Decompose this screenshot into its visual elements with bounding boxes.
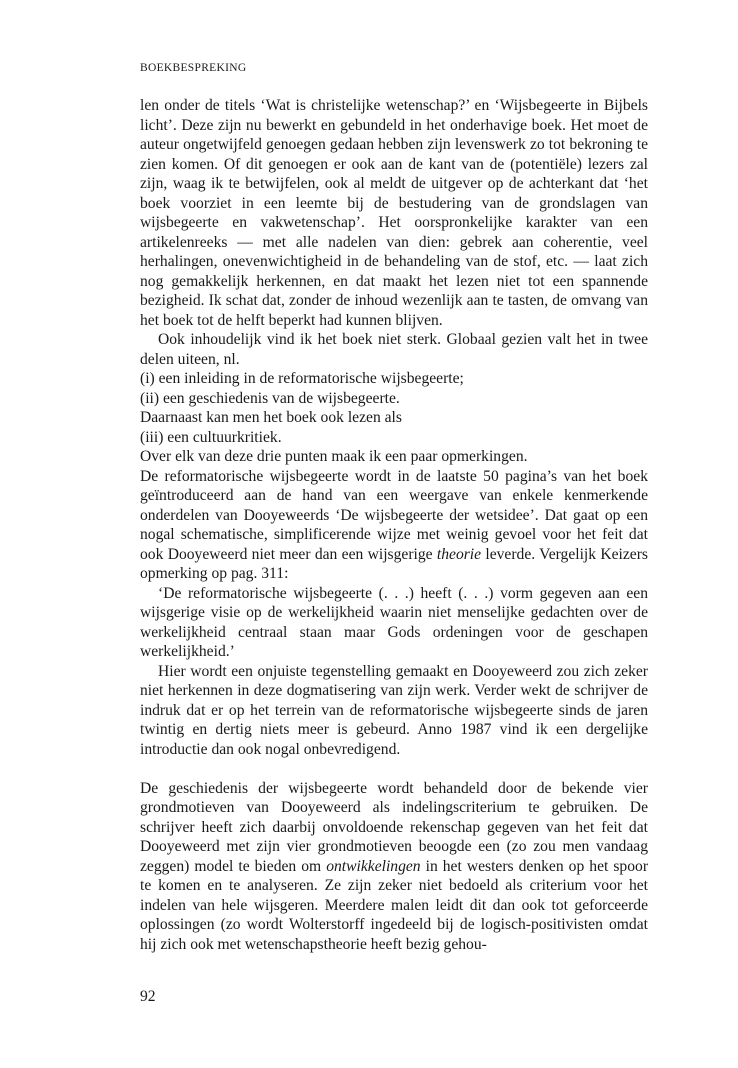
paragraph-5-emphasis: ontwikkelingen: [326, 857, 421, 875]
paragraph-1: len onder de titels ‘Wat is christelijke wetenschap?’ en ‘Wijsbegeerte in Bijbels licht’. Deze zijn nu bewerkt en gebundeld in het onderhavige boek. Het moet de auteur ongetwijfeld genoegen gedaan hebben zijn levenswerk zo tot bekroning te zien komen. Of dit genoegen er ook aan de kant van de (potentiële) lezers zal zijn, waag ik te betwijfelen, ook al meldt de uitgever op de achterkant dat ‘het boek voorziet in een leemte bij de bestudering van de grondslagen van wijsbegeerte en vakwetenschap’. Het oorspronkelijke karakter van een artikelenreeks — met alle nadelen van dien: gebrek aan coherentie, veel herhalingen, onevenwichtigheid in de behandeling van de stof, etc. — laat zich nog gemakkelijk herkennen, en dat maakt het lezen niet tot een spannende bezigheid. Ik schat dat, zonder de inhoud wezenlijk aan te tasten, de omvang van het boek tot de helft beperkt had kunnen blijven.: [140, 97, 648, 329]
paragraph-3-text-a: De reformatorische wijsbegeerte wordt in de laatste 50 pagina’s van het boek geïntroduceerd aan de hand van een weergave van enkele kenmerkende onderdelen van Dooyeweerds ‘De wijsbegeerte der wetsidee’. Dat gaat op een nogal schematische, simplificerende wijze met weinig gevoel voor het feit dat ook Dooyeweerd niet meer dan een wijsgerige: [140, 467, 648, 563]
list-item-i: (i) een inleiding in de reformatorische wijsbegeerte;: [140, 370, 464, 387]
article-body: [140, 96, 648, 954]
list-item-ii: (ii) een geschiedenis van de wijsbegeerte.: [140, 389, 400, 407]
block-quote: ‘De reformatorische wijsbegeerte (. . .) heeft (. . .) vorm gegeven aan een wijsgerige visie op de werkelijkheid waarin niet menselijke gedachten over de werkelijkheid centraal staan maar Gods ordeningen voor de geschapen werkelijkheid.’: [140, 584, 648, 660]
list-closing-line: Over elk van deze drie punten maak ik een paar opmerkingen.: [140, 448, 528, 465]
paragraph-4: Hier wordt een onjuiste tegenstelling gemaakt en Dooyeweerd zou zich zeker niet herkennen in deze dogmatisering van zijn werk. Verder wekt de schrijver de indruk dat er op het terrein van de reformatorische wijsbegeerte sinds de jaren twintig en dertig niets meer is gebeurd. Anno 1987 vind ik een dergelijke introductie dan ook nogal onbevredigend.: [140, 662, 648, 758]
paragraph-5-text-a: De geschiedenis der wijsbegeerte wordt behandeld door de bekende vier grondmotieven van Dooyeweerd als indelingscriterium te gebruiken. De schrijver heeft zich daarbij onvoldoende rekenschap gegeven van het feit dat Dooyeweerd met zijn vier grondmotieven beoogde een (zo zou men vandaag zeggen) model te bieden om: [140, 779, 648, 875]
running-head: BOEKBESPREKING: [140, 62, 247, 74]
paragraph-2: Ook inhoudelijk vind ik het boek niet sterk. Globaal gezien valt het in twee delen uiteen, nl.: [140, 331, 648, 368]
paragraph-3-emphasis: theorie: [436, 545, 482, 563]
list-intro-line: Daarnaast kan men het boek ook lezen als: [140, 409, 402, 426]
paragraph-3-text-b: leverde. Vergelijk Keizers opmerking op pag. 311:: [140, 545, 648, 582]
page-number: 92: [140, 988, 156, 1005]
list-item-iii: (iii) een cultuurkritiek.: [140, 428, 282, 446]
paragraph-3: [140, 467, 648, 584]
paragraph-5-text-b: in het westers denken op het spoor te komen en te analyseren. Ze zijn zeker niet bedoeld als criterium voor het indelen van hele wijsgeren. Meerdere malen leidt dit dan ook tot geforceerde oplossingen (zo wordt Wolterstorff ingedeeld bij de logisch-positivisten omdat hij zich ook met wetenschapstheorie heeft bezig gehou-: [140, 857, 649, 953]
section-gap: [140, 759, 648, 779]
paragraph-5: [140, 779, 648, 955]
page: [140, 62, 648, 1006]
